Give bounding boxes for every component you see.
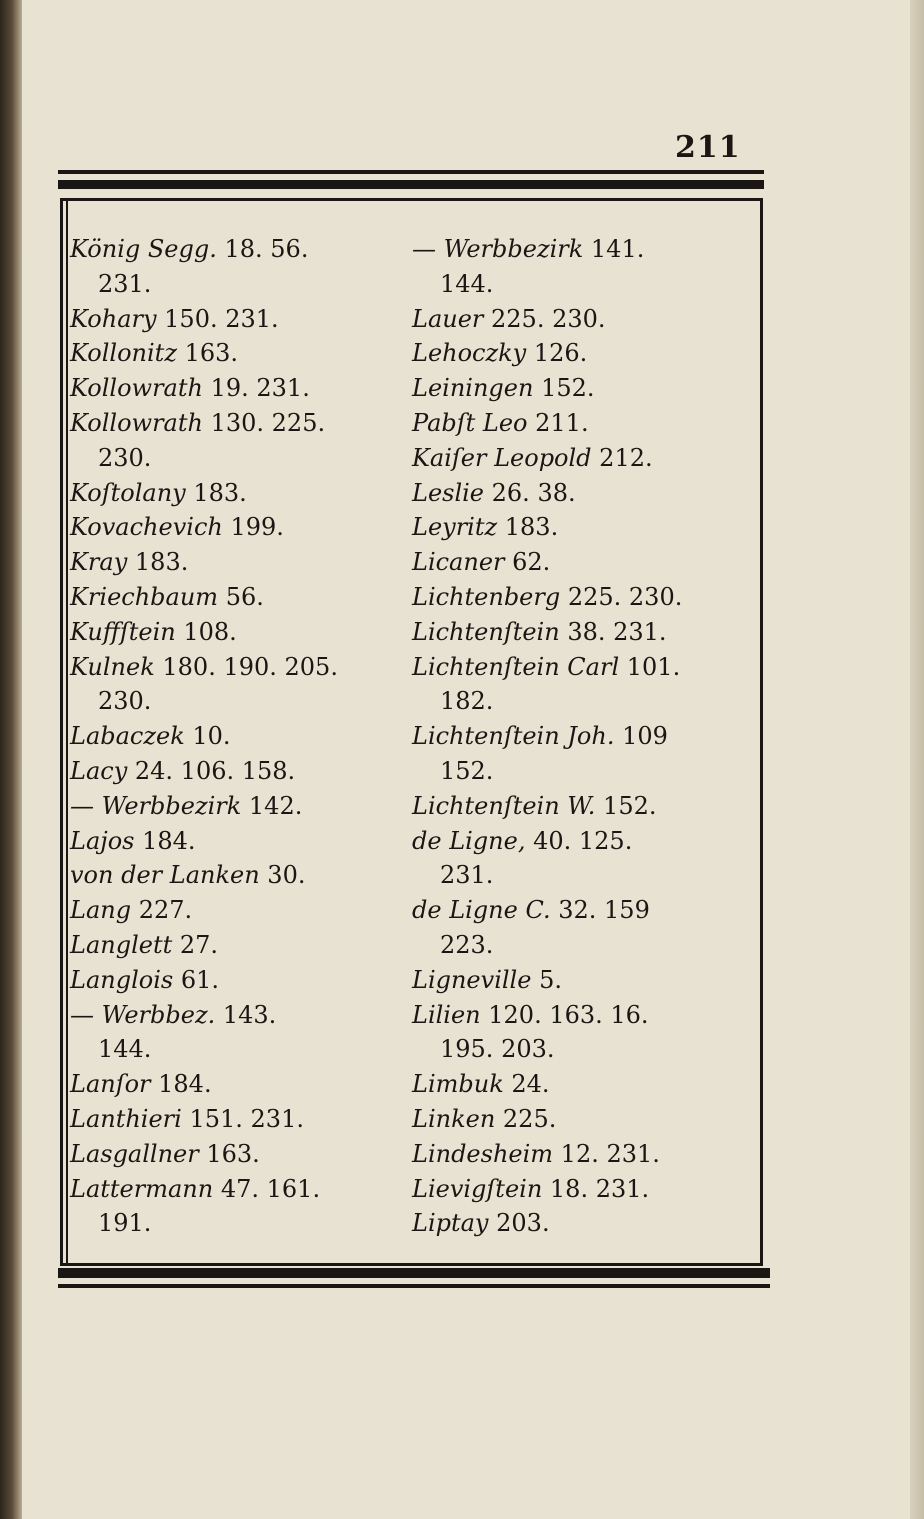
entry-name: Leiningen [412, 374, 534, 403]
entry-page-refs: 18. 231. [542, 1174, 650, 1203]
index-entry [70, 893, 415, 928]
entry-name: — Werbbezirk [412, 235, 584, 263]
entry-page-refs: 183. [497, 513, 559, 542]
index-entry [70, 1102, 415, 1137]
entry-name: Kollowrath [70, 374, 203, 403]
index-entry [70, 650, 415, 685]
index-entry [412, 336, 757, 371]
index-entry [412, 893, 757, 928]
index-entry [412, 858, 757, 893]
entry-name: Lanſor [70, 1070, 151, 1099]
index-entry [412, 928, 757, 963]
index-entry [70, 267, 415, 302]
entry-name: Kray [70, 548, 128, 577]
index-entry [70, 510, 415, 545]
entry-page-refs: 108. [175, 617, 237, 646]
entry-page-refs: 191. [98, 1209, 152, 1238]
bottom-rule-thick [58, 1268, 770, 1278]
entry-name: Lacy [70, 756, 128, 785]
frame-left-inner-rule [66, 198, 68, 1263]
index-entry [412, 789, 757, 824]
index-entry [412, 1137, 757, 1172]
index-column-left [70, 232, 415, 1241]
entry-page-refs: 212. [591, 443, 653, 472]
book-spine-shadow [0, 0, 22, 1519]
entry-page-refs: 26. 38. [484, 478, 576, 507]
index-entry [70, 1206, 415, 1241]
entry-page-refs: 152. [595, 791, 657, 820]
entry-page-refs: 144. [440, 269, 494, 298]
entry-page-refs: 199. [222, 513, 284, 542]
entry-name: — Werbbezirk [70, 791, 242, 820]
entry-page-refs: 109 [614, 722, 668, 751]
top-rule-thick [58, 180, 764, 189]
entry-page-refs: 223. [440, 930, 494, 959]
entry-name: — Werbbez. [70, 1000, 216, 1029]
entry-page-refs: 227. [131, 896, 193, 925]
entry-page-refs: 230. [98, 443, 152, 472]
index-entry [70, 406, 415, 441]
entry-name: Lajos [70, 826, 135, 855]
entry-name: Linken [412, 1104, 496, 1133]
entry-name: Lichtenberg [412, 582, 561, 611]
index-entry [70, 441, 415, 476]
index-entry [70, 476, 415, 511]
entry-name: König Segg. [70, 235, 217, 263]
entry-page-refs: 144. [98, 1035, 152, 1064]
entry-page-refs: 143. [215, 1000, 277, 1029]
entry-name: Lichtenſtein Joh. [412, 722, 615, 751]
index-entry [70, 580, 415, 615]
entry-page-refs: 12. 231. [553, 1139, 660, 1168]
index-entry [412, 267, 757, 302]
index-entry [70, 719, 415, 754]
entry-page-refs: 24. 106. 158. [127, 756, 296, 785]
entry-name: Leyritz [412, 513, 498, 542]
entry-name: Labaczek [70, 722, 185, 751]
entry-page-refs: 38. 231. [559, 617, 667, 646]
top-rule-thin [58, 170, 764, 174]
entry-name: Lauer [412, 304, 484, 333]
entry-page-refs: 152. [440, 756, 494, 785]
index-entry [70, 754, 415, 789]
entry-page-refs: 231. [98, 269, 152, 298]
entry-name: Lang [70, 896, 132, 925]
entry-name: Kriechbaum [70, 582, 219, 611]
entry-page-refs: 61. [173, 965, 219, 994]
entry-page-refs: 47. 161. [213, 1174, 321, 1203]
entry-name: Kulnek [70, 652, 155, 681]
index-entry [412, 998, 757, 1033]
entry-page-refs: 30. [259, 861, 306, 890]
index-entry [412, 650, 757, 685]
index-entry [70, 1032, 415, 1067]
bottom-rule-thin [58, 1284, 770, 1288]
entry-page-refs: 183. [185, 478, 247, 507]
entry-page-refs: 184. [150, 1070, 212, 1099]
entry-page-refs: 32. 159 [550, 896, 650, 925]
entry-page-refs: 101. [619, 652, 681, 681]
index-entry [70, 336, 415, 371]
index-entry [70, 824, 415, 859]
entry-name: Kollonitz [70, 339, 177, 368]
entry-name: von der Lanken [70, 861, 260, 890]
entry-name: de Ligne, [412, 826, 526, 855]
entry-name: Kollowrath [70, 408, 203, 437]
index-entry [412, 1032, 757, 1067]
index-entry [70, 232, 415, 267]
index-column-right [412, 232, 757, 1241]
entry-page-refs: 152. [533, 374, 595, 403]
entry-page-refs: 27. [172, 930, 219, 959]
entry-name: Lichtenſtein [412, 617, 560, 646]
index-entry [412, 476, 757, 511]
entry-page-refs: 150. 231. [156, 304, 279, 333]
entry-name: Kaiſer Leopold [412, 443, 592, 472]
index-entry [412, 232, 757, 267]
entry-page-refs: 62. [504, 548, 551, 577]
index-entry [70, 928, 415, 963]
index-entry [412, 510, 757, 545]
index-entry [70, 302, 415, 337]
index-entry [70, 789, 415, 824]
entry-page-refs: 231. [440, 861, 494, 890]
index-entry [70, 1067, 415, 1102]
index-entry [70, 545, 415, 580]
index-entry [70, 615, 415, 650]
entry-name: Ligneville [412, 965, 532, 994]
entry-name: Leslie [412, 478, 485, 507]
entry-page-refs: 163. [198, 1139, 260, 1168]
entry-name: Lievigſtein [412, 1174, 543, 1203]
entry-page-refs: 211. [527, 408, 589, 437]
index-entry [70, 998, 415, 1033]
entry-page-refs: 120. 163. 16. [480, 1000, 649, 1029]
entry-page-refs: 126. [526, 339, 588, 368]
index-entry [412, 406, 757, 441]
index-entry [412, 545, 757, 580]
entry-page-refs: 180. 190. 205. [154, 652, 338, 681]
entry-page-refs: 163. [176, 339, 239, 368]
entry-name: Liptay [412, 1209, 489, 1238]
index-entry [412, 1172, 757, 1207]
index-entry [412, 684, 757, 719]
entry-page-refs: 18. 56. [216, 235, 309, 263]
entry-page-refs: 203. [488, 1209, 550, 1238]
entry-page-refs: 225. 230. [560, 582, 683, 611]
entry-name: Langlois [70, 965, 174, 994]
page-number: 211 [675, 130, 741, 165]
entry-page-refs: 5. [531, 965, 562, 994]
index-entry [412, 371, 757, 406]
index-entry [412, 1102, 757, 1137]
entry-name: Kohary [70, 304, 157, 333]
entry-name: Pabſt Leo [412, 408, 528, 437]
entry-page-refs: 130. 225. [202, 408, 326, 437]
entry-name: Lichtenſtein W. [412, 791, 596, 820]
entry-name: Langlett [70, 930, 173, 959]
entry-page-refs: 19. 231. [202, 374, 310, 403]
index-entry [412, 441, 757, 476]
page-edge [910, 0, 924, 1519]
entry-name: Limbuk [412, 1070, 504, 1099]
index-entry [70, 684, 415, 719]
entry-name: Lanthieri [70, 1104, 182, 1133]
entry-name: Lilien [412, 1000, 481, 1029]
entry-page-refs: 142. [241, 791, 303, 820]
index-entry [412, 719, 757, 754]
index-entry [412, 754, 757, 789]
entry-page-refs: 151. 231. [181, 1104, 304, 1133]
entry-page-refs: 195. 203. [440, 1035, 555, 1064]
entry-page-refs: 182. [440, 687, 494, 716]
index-entry [412, 580, 757, 615]
entry-page-refs: 141. [583, 235, 645, 263]
entry-page-refs: 40. 125. [525, 826, 633, 855]
entry-name: Lehoczky [412, 339, 527, 368]
entry-page-refs: 225. [495, 1104, 557, 1133]
entry-page-refs: 183. [127, 548, 189, 577]
entry-page-refs: 230. [98, 687, 152, 716]
index-entry [70, 371, 415, 406]
index-entry [412, 302, 757, 337]
entry-name: Lichtenſtein Carl [412, 652, 620, 681]
index-entry [70, 1137, 415, 1172]
entry-page-refs: 56. [218, 582, 264, 611]
index-entry [412, 1206, 757, 1241]
entry-name: Lindesheim [412, 1139, 554, 1168]
index-entry [70, 1172, 415, 1207]
index-entry [70, 963, 415, 998]
entry-name: de Ligne C. [412, 896, 551, 925]
entry-name: Lasgallner [70, 1139, 199, 1168]
entry-page-refs: 10. [184, 722, 231, 751]
entry-name: Lattermann [70, 1174, 214, 1203]
entry-name: Kovachevich [70, 513, 223, 542]
entry-name: Kuffſtein [70, 617, 176, 646]
index-entry [412, 824, 757, 859]
index-entry [412, 1067, 757, 1102]
index-entry [70, 858, 415, 893]
entry-page-refs: 225. 230. [483, 304, 606, 333]
index-entry [412, 963, 757, 998]
entry-name: Koſtolany [70, 478, 186, 507]
entry-page-refs: 184. [134, 826, 196, 855]
entry-page-refs: 24. [503, 1070, 550, 1099]
index-entry [412, 615, 757, 650]
entry-name: Licaner [412, 548, 505, 577]
